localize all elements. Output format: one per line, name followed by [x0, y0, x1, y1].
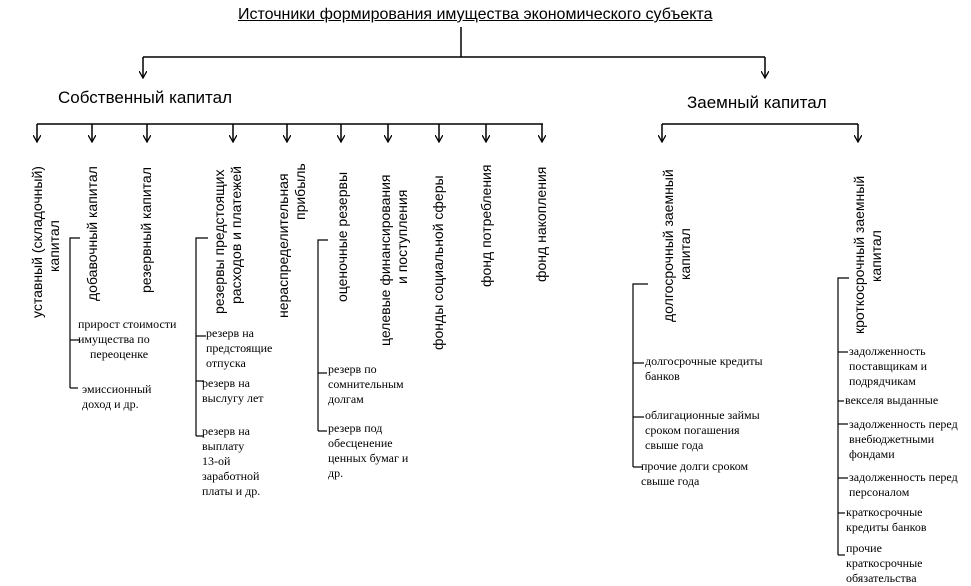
- leaf-emission-income: эмиссионный доход и др.: [82, 382, 152, 411]
- leaf-payables-offbudget-funds: задолженность перед внебюджетными фондами: [849, 417, 958, 461]
- bracket-additional-capital: [70, 238, 80, 388]
- leaf-bond-loans: облигационные займы сроком погашения свыше года: [645, 408, 760, 452]
- category-retained-earnings: нераспределительная прибыль: [275, 163, 308, 318]
- leaf-seniority-reserve: резерв на выслугу лет: [202, 376, 264, 405]
- own-capital-heading: Собственный капитал: [58, 88, 233, 107]
- leaf-13th-salary-reserve: резерв на выплату 13-ой заработной платы и др.: [202, 424, 261, 498]
- category-social-funds: фонды социальной сферы: [430, 175, 446, 350]
- leaf-securities-impairment-reserve: резерв под обесценение ценных бумаг и др.: [328, 421, 409, 480]
- category-provisions: резервы предстоящих расходов и платежей: [211, 166, 244, 314]
- leaf-revaluation-increase: прирост стоимости имущества по переоценке: [78, 317, 177, 361]
- leaf-doubtful-debts-reserve: резерв по сомнительным долгам: [328, 362, 404, 406]
- leaf-vacation-reserve: резерв на предстоящие отпуска: [206, 326, 273, 370]
- category-target-financing: целевые финансирования и поступления: [377, 174, 410, 346]
- leaf-short-term-bank-loans: краткосрочные кредиты банков: [846, 505, 927, 534]
- category-additional-capital: добавочный капитал: [84, 166, 100, 301]
- leaf-payables-personnel: задолженность перед персоналом: [849, 470, 958, 499]
- leaf-long-term-bank-loans: долгосрочные кредиты банков: [645, 354, 763, 383]
- bracket-valuation: [318, 240, 328, 431]
- leaf-other-short-term-obligations: прочие краткосрочные обязательства: [846, 541, 923, 585]
- category-charter-capital: уставный (складочный) капитал: [29, 166, 62, 318]
- category-long-term-borrowed: долгосрочный заемный капитал: [660, 169, 693, 322]
- diagram-title: Источники формирования имущества экономического субъекта: [238, 6, 713, 23]
- category-consumption-fund: фонд потребления: [478, 164, 494, 287]
- category-valuation-reserves: оценочные резервы: [334, 171, 350, 302]
- leaf-other-long-term-debts: прочие долги сроком свыше года: [641, 459, 749, 488]
- category-accumulation-fund: фонд накопления: [533, 166, 549, 282]
- category-reserve-capital: резервный капитал: [138, 167, 154, 293]
- category-short-term-borrowed: кроткосрочный заемный капитал: [851, 175, 884, 334]
- leaf-bills-issued: векселя выданные: [845, 393, 939, 407]
- borrowed-capital-heading: Заемный капитал: [687, 93, 827, 112]
- leaf-payables-suppliers: задолженность поставщикам и подрядчикам: [849, 344, 928, 388]
